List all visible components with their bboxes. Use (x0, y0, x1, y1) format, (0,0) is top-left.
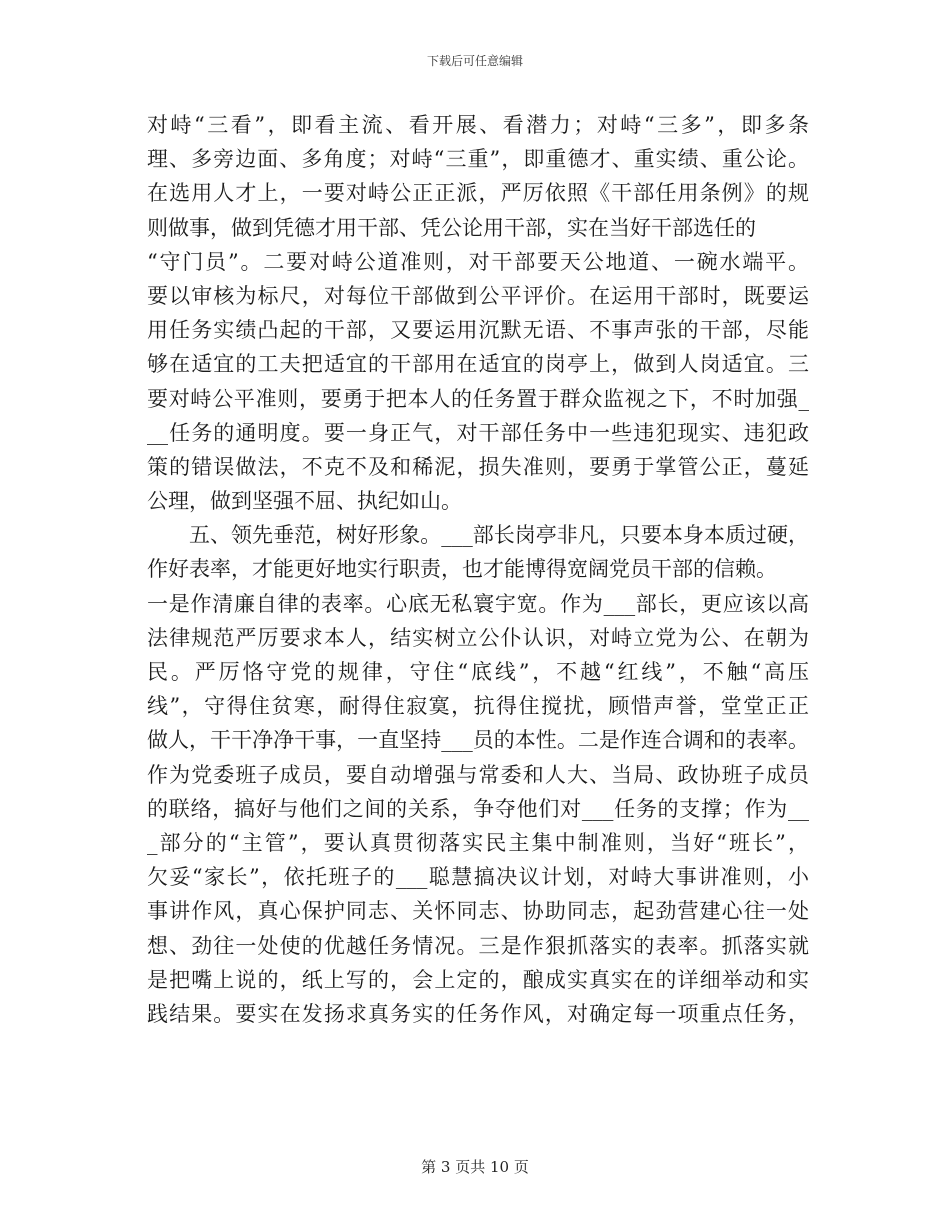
text-line: 用任务实绩凸起的干部，又要运用沉默无语、不事声张的干部，尽能 (147, 318, 809, 343)
text-line: 做人，干干净净干事，一直坚持___员的本性。二是作连合调和的表率。 (147, 728, 809, 753)
document-body (147, 108, 809, 1031)
page-number: 第 3 页共 10 页 (421, 1158, 529, 1176)
text-line: 在选用人才上，一要对峙公正正派，严厉依照《干部任用条例》的规 (147, 181, 809, 206)
paragraph-start-line: 五、领先垂范，树好形象。___部长岗亭非凡，只要本身本质过硬， (189, 523, 809, 548)
text-line: _部分的“主管”，要认真贯彻落实民主集中制准则，当好“班长”， (147, 830, 809, 855)
text-line: 理、多旁边面、多角度；对峙“三重”，即重德才、重实绩、重公论。 (147, 147, 809, 172)
text-line: 对峙“三看”，即看主流、看开展、看潜力；对峙“三多”，即多条 (147, 113, 809, 137)
text-line: 公理，做到坚强不屈、执纪如山。 (147, 489, 462, 514)
text-line: 想、劲往一处使的优越任务情况。三是作狠抓落实的表率。抓落实就 (147, 933, 809, 958)
text-line: 要以审核为标尺，对每位干部做到公平评价。在运用干部时，既要运 (147, 283, 809, 308)
text-line: 践结果。要实在发扬求真务实的任务作风，对确定每一项重点任务， (147, 1001, 809, 1026)
text-line: 够在适宜的工夫把适宜的干部用在适宜的岗亭上，做到人岗适宜。三 (147, 352, 809, 377)
text-line: 策的错误做法，不克不及和稀泥，损失准则，要勇于掌管公正，蔓延 (147, 454, 809, 479)
text-line: 作好表率，才能更好地实行职责，也才能博得宽阔党员干部的信赖。 (147, 557, 777, 582)
text-line: 民。严厉恪守党的规律，守住“底线”，不越“红线”，不触“高压 (147, 660, 809, 684)
text-line: 欠妥“家长”，依托班子的___聪慧搞决议计划，对峙大事讲准则，小 (147, 865, 809, 890)
text-line: __任务的通明度。要一身正气，对干部任务中一些违犯现实、违犯政 (147, 420, 809, 445)
text-line: 线”，守得住贫寒，耐得住寂寞，抗得住搅扰，顾惜声誉，堂堂正正 (147, 694, 809, 719)
text-line: 则做事，做到凭德才用干部、凭公论用干部，实在当好干部选任的 (147, 215, 756, 240)
text-line: 一是作清廉自律的表率。心底无私寰宇宽。作为___部长，更应该以高 (147, 591, 809, 616)
text-line: “守门员”。二要对峙公道准则，对干部要天公地道、一碗水端平。 (147, 249, 809, 274)
text-line: 法律规范严厉要求本人，结实树立公仆认识，对峙立党为公、在朝为 (147, 625, 809, 650)
page-header-note: 下载后可任意编辑 (426, 54, 523, 68)
text-line: 要对峙公平准则，要勇于把本人的任务置于群众监视之下，不时加强_ (147, 386, 809, 411)
text-line: 事讲作风，真心保护同志、关怀同志、协助同志，起劲营建心往一处 (147, 899, 809, 924)
text-line: 的联络，搞好与他们之间的关系，争夺他们对___任务的支撑；作为__ (147, 796, 809, 821)
text-line: 作为党委班子成员，要自动增强与常委和人大、当局、政协班子成员 (147, 762, 809, 787)
text-line: 是把嘴上说的，纸上写的，会上定的，酿成实真实在的详细举动和实 (147, 967, 809, 992)
